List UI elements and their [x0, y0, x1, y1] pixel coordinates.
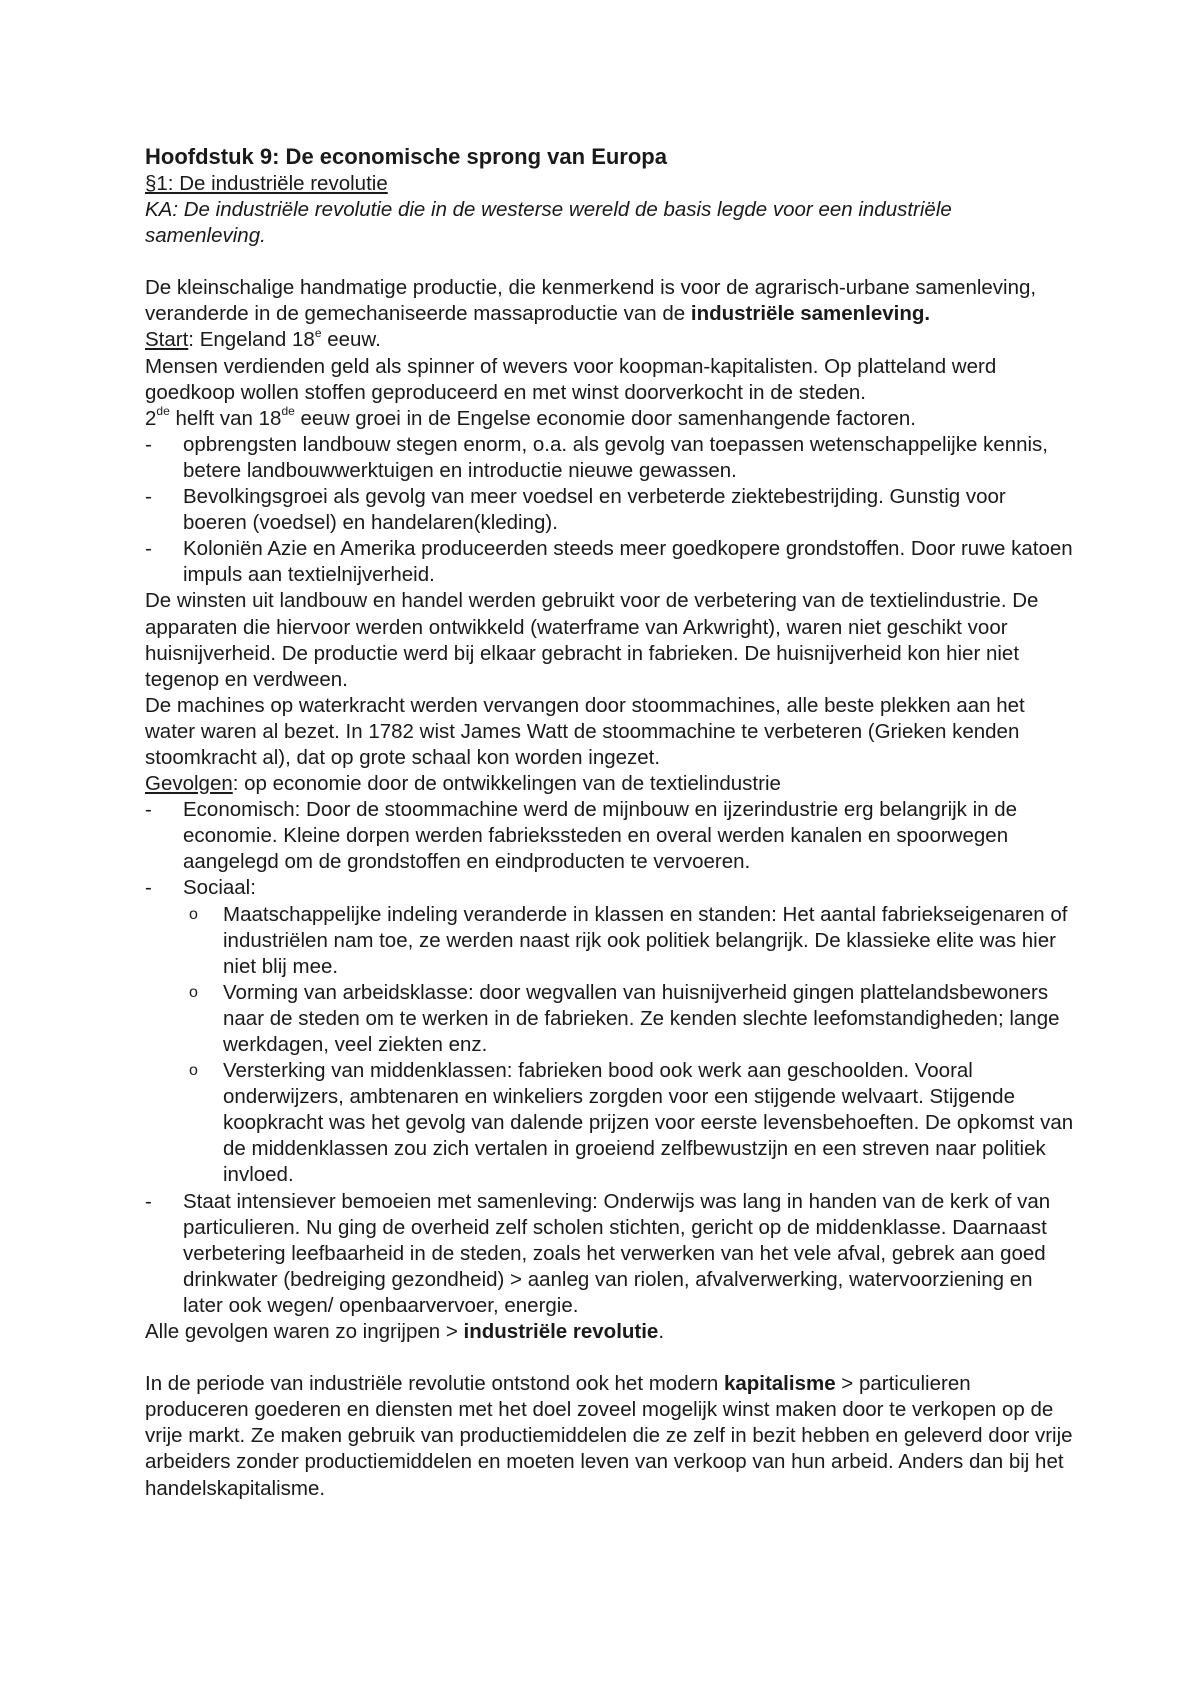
- kapitalisme-text-a: In de periode van industriële revolutie ontstond ook het modern: [145, 1372, 724, 1396]
- dash-marker: -: [145, 432, 152, 456]
- machines-paragraph: De machines op waterkracht werden vervangen door stoommachines, alle beste plekken aan het water waren al bezet. In 1782 wist James Watt de stoommachine te verbeteren (Grieken kenden stoomkracht al), dat op grote schaal kon worden ingezet.: [145, 693, 1025, 769]
- intro-paragraph: [145, 275, 1075, 327]
- conclusion-end: .: [658, 1320, 665, 1344]
- start-sup: e: [314, 325, 322, 340]
- section-heading: §1: De industriële revolutie: [145, 172, 388, 195]
- sociaal-label: Sociaal:: [183, 876, 256, 900]
- sociaal-item-text: Maatschappelijke indeling veranderde in klassen en standen: Het aantal fabriekseigenaren of industriëlen nam toe, ze werden naast rijk ook politiek belangrijk. De klassieke elite was hier niet blij mee.: [223, 902, 1068, 978]
- circle-marker: o: [189, 1062, 198, 1080]
- gevolgen-list: [145, 797, 1075, 1319]
- staat-text: Staat intensiever bemoeien met samenleving: Onderwijs was lang in handen van de kerk of van particulieren. Nu ging de overheid zelf scholen stichten, gericht op de middenklasse. Daarnaast verbetering leefbaarheid in de steden, zoals het verwerken van het vele afval, gebrek aan goed drinkwater (bedreiging gezondheid) > aanleg van riolen, afvalverwerking, watervoorziening en later ook wegen/ openbaarvervoer, energie.: [183, 1189, 1051, 1317]
- factors-list: [145, 432, 1075, 589]
- kapitalisme-paragraph: [145, 1371, 1075, 1501]
- intro-text: De kleinschalige handmatige productie, die kenmerkend is voor de agrarisch-urbane samenleving, veranderde in de gemechaniseerde massaproductie van de: [145, 276, 1037, 326]
- growth-line: [145, 403, 1075, 432]
- kapitalisme-bold-term: kapitalisme: [723, 1372, 836, 1396]
- sociaal-item-text: Versterking van middenklassen: fabrieken bood ook werk aan geschoolden. Vooral onderwijzers, ambtenaren en winkeliers zorgden voor een stijgende welvaart. Stijgende koopkracht was het gevolg van dalende prijzen voor eerste levensbehoeften. De opkomst van de middenklassen zou zich vertalen in groeiend zelfbewustzijn en een streven naar politiek invloed.: [223, 1059, 1074, 1187]
- gevolgen-line: [145, 771, 1075, 797]
- start-label: Start: [145, 328, 189, 352]
- growth-num: 2: [145, 406, 157, 430]
- growth-sup-2: de: [281, 403, 295, 418]
- conclusion-text: Alle gevolgen waren zo ingrijpen >: [145, 1320, 464, 1344]
- list-item: [145, 1189, 1075, 1319]
- kapitalisme-text-b: > particulieren produceren goederen en diensten met het doel zoveel mogelijk winst maken door te verkopen op de vrije markt. Ze maken gebruik van productiemiddelen die ze zelf in bezit hebben en geleverd door vrije arbeiders zonder productiemiddelen en moeten leven van verkoop van hun arbeid. Anders dan bij het handelskapitalisme.: [145, 1372, 1073, 1500]
- dash-marker: -: [145, 798, 152, 822]
- conclusion-bold-term: industriële revolutie: [463, 1320, 659, 1344]
- start-line: [145, 327, 1075, 353]
- dash-marker: -: [145, 876, 152, 900]
- sub-list-item: [145, 980, 1075, 1058]
- spinners-paragraph: Mensen verdienden geld als spinner of wevers voor koopman-kapitalisten. Op platteland werd goedkoop wollen stoffen geproduceerd en met winst doorverkocht in de steden.: [145, 354, 997, 404]
- sociaal-item-text: Vorming van arbeidsklasse: door wegvallen van huisnijverheid gingen plattelandsbewoners naar de steden om te werken in de fabrieken. Ze kenden slechte leefomstandigheden; lange werkdagen, veel ziekten enz.: [223, 980, 1060, 1056]
- start-text-a: : Engeland 18: [188, 328, 315, 352]
- gevolgen-text: : op economie door de ontwikkelingen van de textielindustrie: [232, 772, 781, 796]
- factor-text: Bevolkingsgroei als gevolg van meer voedsel en verbeterde ziektebestrijding. Gunstig voor boeren (voedsel) en handelaren(kleding).: [183, 485, 1006, 535]
- list-item: [145, 797, 1075, 875]
- economisch-text: Economisch: Door de stoommachine werd de mijnbouw en ijzerindustrie erg belangrijk in de economie. Kleine dorpen werden fabriekssteden en overal werden kanalen en spoorwegen aangelegd om de grondstoffen en eindproducten te vervoeren.: [183, 798, 1018, 874]
- sub-list-item: [145, 902, 1075, 980]
- dash-marker: -: [145, 485, 152, 509]
- conclusion-line: [145, 1319, 1075, 1345]
- list-item: [145, 484, 1075, 536]
- chapter-title: Hoofdstuk 9: De economische sprong van Europa: [145, 144, 667, 169]
- spacer: [145, 249, 1075, 275]
- winsten-paragraph: De winsten uit landbouw en handel werden gebruikt voor de verbetering van de textielindustrie. De apparaten die hiervoor werden ontwikkeld (waterframe van Arkwright), waren niet geschikt voor huisnijverheid. De productie werd bij elkaar gebracht in fabrieken. De huisnijverheid kon hier niet tegenop en verdween.: [145, 589, 1039, 691]
- spacer: [145, 1345, 1075, 1371]
- circle-marker: o: [189, 905, 198, 923]
- document-content: [145, 143, 1075, 1502]
- growth-text-a: helft van 18: [169, 406, 282, 430]
- dash-marker: -: [145, 1189, 152, 1213]
- sociaal-sublist: [145, 902, 1075, 1189]
- list-item: [145, 875, 1075, 1188]
- growth-sup-1: de: [156, 403, 170, 418]
- start-text-b: eeuw.: [321, 328, 381, 352]
- circle-marker: o: [189, 983, 198, 1001]
- factor-text: Koloniën Azie en Amerika produceerden steeds meer goedkopere grondstoffen. Door ruwe katoen impuls aan textielnijverheid.: [183, 537, 1073, 587]
- sub-list-item: [145, 1058, 1075, 1188]
- dash-marker: -: [145, 537, 152, 561]
- key-objective: KA: De industriële revolutie die in de westerse wereld de basis legde voor een industriële samenleving.: [145, 198, 952, 248]
- list-item: [145, 432, 1075, 484]
- intro-bold-term: industriële samenleving.: [690, 302, 931, 326]
- list-item: [145, 536, 1075, 588]
- factor-text: opbrengsten landbouw stegen enorm, o.a. als gevolg van toepassen wetenschappelijke kennis, betere landbouwwerktuigen en introductie nieuwe gewassen.: [183, 432, 1048, 482]
- gevolgen-label: Gevolgen: [145, 772, 233, 796]
- growth-text-b: eeuw groei in de Engelse economie door samenhangende factoren.: [294, 406, 916, 430]
